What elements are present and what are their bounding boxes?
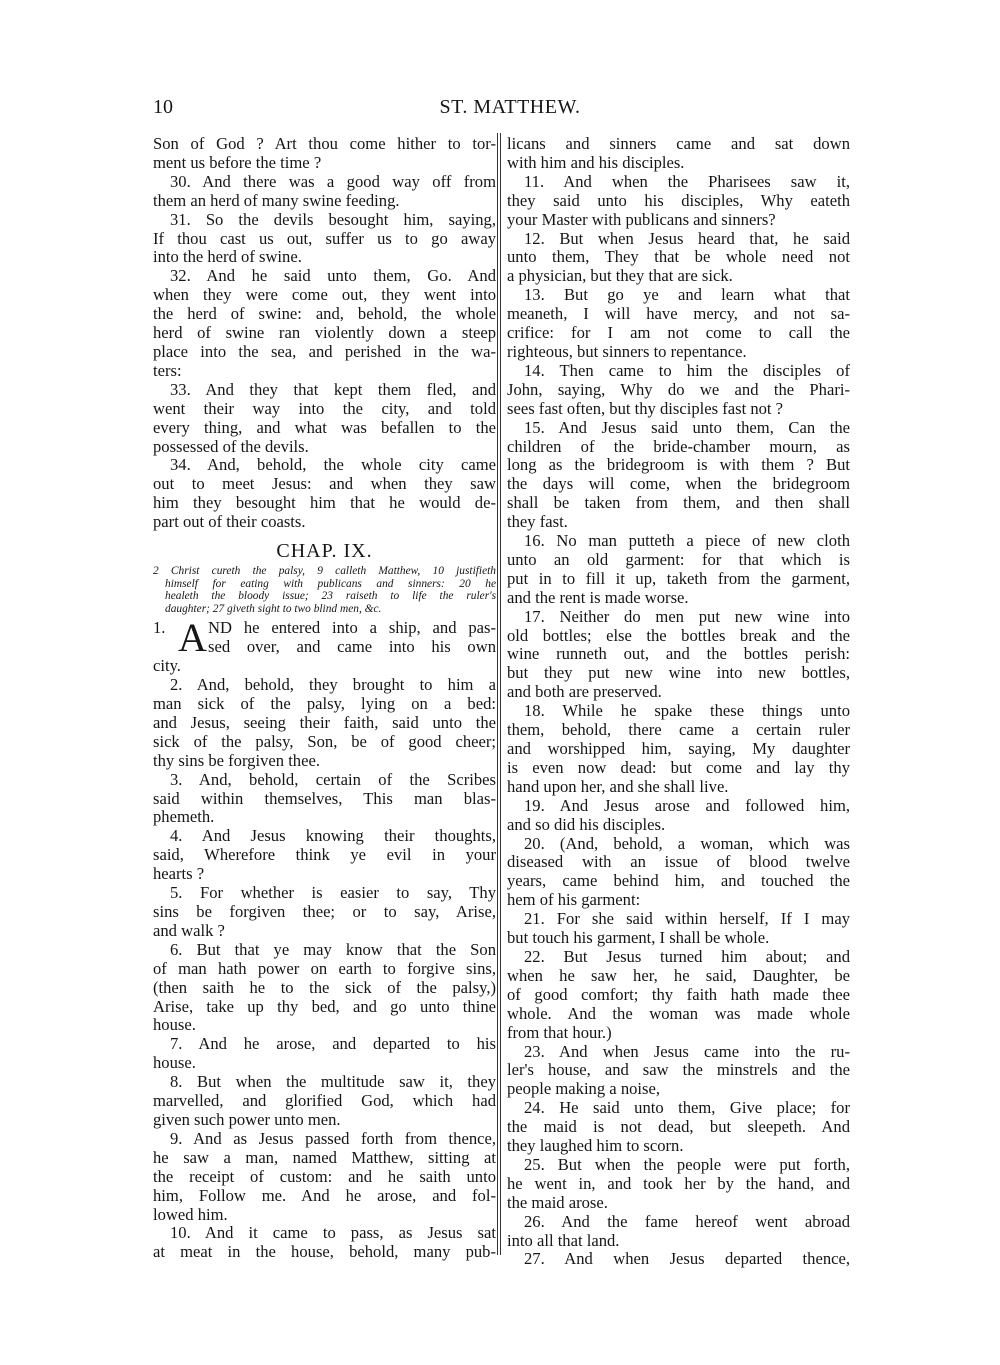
text-line: 15. And Jesus said unto them, Can the (524, 418, 850, 437)
text-line: part out of their coasts. (153, 513, 306, 532)
text-line: 21. For she said within herself, If I may (524, 910, 850, 929)
chapter-heading: CHAP. IX. (276, 540, 373, 563)
text-line: 19. And Jesus arose and followed him, (524, 796, 850, 815)
text-line: phemeth. (153, 808, 215, 827)
text-line: 14. Then came to him the disciples of (524, 361, 850, 380)
text-line: every thing, and what was befallen to the (153, 418, 496, 437)
text-line: with him and his disciples. (507, 153, 685, 172)
column-divider-rule (497, 133, 501, 1255)
drop-cap-letter: A (178, 615, 207, 661)
text-line: 6. But that ye may know that the Son (170, 940, 496, 959)
text-line: people making a noise, (507, 1080, 660, 1099)
running-title: ST. MATTHEW. (439, 96, 581, 118)
text-line: sick of the palsy, Son, be of good cheer; (153, 732, 496, 751)
text-line: 3. And, behold, certain of the Scribes (170, 770, 496, 789)
text-line: them, behold, there came a certain ruler (507, 721, 850, 740)
text-line: they fast. (507, 513, 568, 532)
text-line: and both are preserved. (507, 683, 662, 702)
right-column-verses (507, 135, 850, 1269)
text-line: sees fast often, but thy disciples fast not ? (507, 399, 784, 418)
text-line: unto an old garment: for that which is (507, 550, 850, 569)
text-line: the herd of swine: and, behold, the whole (153, 305, 496, 324)
text-line: the receipt of custom: and he saith unto (153, 1167, 496, 1186)
text-line: lowed him. (153, 1205, 228, 1224)
text-line: and so did his disciples. (507, 815, 666, 834)
text-line: long as the bridegroom is with them ? But (507, 456, 850, 475)
text-line: crifice: for I am not come to call the (507, 324, 850, 343)
text-line: they laughed him to scorn. (507, 1137, 684, 1156)
text-line: diseased with an issue of blood twelve (507, 853, 850, 872)
text-line: the maid arose. (507, 1193, 608, 1212)
chapter-summary-line: healeth the bloody issue; 23 raiseth to life the ruler's (165, 590, 496, 603)
text-line: 9. And as Jesus passed forth from thence, (170, 1129, 496, 1148)
text-line: 4. And Jesus knowing their thoughts, (170, 827, 496, 846)
text-line: they said unto his disciples, Why eateth (507, 191, 850, 210)
text-line: hearts ? (153, 865, 205, 884)
text-line: him, Follow me. And he arose, and fol- (153, 1186, 496, 1205)
text-line: 12. But when Jesus heard that, he said (524, 229, 850, 248)
text-line: but touch his garment, I shall be whole. (507, 929, 770, 948)
text-line: when they were come out, they went into (153, 286, 496, 305)
text-line: 22. But Jesus turned him about; and (524, 947, 850, 966)
text-line: 26. And the fame hereof went abroad (524, 1212, 850, 1231)
text-line: man sick of the palsy, lying on a bed: (153, 695, 496, 714)
text-line: out to meet Jesus: and when they saw (153, 475, 496, 494)
text-line: the days will come, when the bridegroom (507, 475, 850, 494)
text-line: shall be taken from them, and then shall (507, 494, 850, 513)
text-line: wine runneth out, and the bottles perish: (507, 645, 850, 664)
text-line: and worshipped him, saying, My daughter (507, 740, 850, 758)
text-line: your Master with publicans and sinners? (507, 210, 776, 229)
text-line: 23. And when Jesus came into the ru- (524, 1042, 850, 1061)
text-line: he went in, and took her by the hand, and (507, 1174, 850, 1193)
text-line: into the herd of swine. (153, 248, 302, 267)
text-line: 17. Neither do men put new wine into (524, 607, 850, 626)
text-line: 18. While he spake these things unto (524, 702, 850, 721)
text-line: unto them, They that be whole need not (507, 248, 850, 267)
verse-one-number: 1. (153, 618, 166, 638)
text-line: and Jesus, seeing their faith, said unto the (153, 713, 496, 732)
text-line: place into the sea, and perished in the wa- (153, 342, 496, 361)
text-line: 5. For whether is easier to say, Thy (170, 884, 496, 903)
text-line: licans and sinners came and sat down (507, 135, 850, 153)
text-line: at meat in the house, behold, many pub- (153, 1243, 496, 1262)
text-line: ters: (153, 361, 182, 380)
verse-one-line: ND he entered into a ship, and pas- (208, 619, 496, 638)
text-line: possessed of the devils. (153, 437, 309, 456)
text-line: 27. And when Jesus departed thence, (524, 1250, 850, 1269)
text-line: 25. But when the people were put forth, (524, 1155, 850, 1174)
text-line: 8. But when the multitude saw it, they (170, 1073, 496, 1092)
text-line: hand upon her, and she shall live. (507, 777, 729, 796)
text-line: 31. So the devils besought him, saying, (170, 210, 496, 229)
text-line: Arise, take up thy bed, and go unto thine (153, 997, 496, 1016)
text-line: 16. No man putteth a piece of new cloth (524, 532, 850, 551)
text-line: 10. And it came to pass, as Jesus sat (170, 1224, 496, 1243)
text-line: 2. And, behold, they brought to him a (170, 676, 496, 695)
text-line: 20. (And, behold, a woman, which was (524, 834, 850, 853)
text-line: righteous, but sinners to repentance. (507, 342, 747, 361)
text-line: went their way into the city, and told (153, 399, 496, 418)
text-line: sins be forgiven thee; or to say, Arise, (153, 903, 496, 921)
chapter-summary-line: 2 Christ cureth the palsy, 9 calleth Matthew, 10 justifieth (153, 565, 496, 578)
text-line: is even now dead: but come and lay thy (507, 758, 850, 777)
text-line: he saw a man, named Matthew, sitting at (153, 1148, 496, 1167)
text-line: 32. And he said unto them, Go. And (170, 267, 496, 286)
text-line: old bottles; else the bottles break and the (507, 626, 850, 645)
text-line: but they put new wine into new bottles, (507, 664, 850, 683)
right-column (507, 135, 850, 1269)
text-line: of man hath power on earth to forgive sins, (153, 959, 496, 978)
text-line: 11. And when the Pharisees saw it, (524, 172, 850, 191)
left-column-verses-before-chapter (153, 135, 496, 532)
page-number: 10 (153, 96, 173, 118)
text-line: said, Wherefore think ye evil in your (153, 846, 496, 865)
verse-one-line: city. (153, 657, 181, 676)
text-line: thy sins be forgiven thee. (153, 751, 320, 770)
text-line: meaneth, I will have mercy, and not sa- (507, 305, 850, 324)
text-line: If thou cast us out, suffer us to go away (153, 229, 496, 248)
text-line: whole. And the woman was made whole (507, 1004, 850, 1023)
text-line: 33. And they that kept them fled, and (170, 380, 496, 399)
left-column (153, 135, 496, 1262)
text-line: said within themselves, This man blas- (153, 789, 496, 808)
text-line: (then saith he to the sick of the palsy,) (153, 978, 496, 997)
text-line: and walk ? (153, 921, 225, 940)
text-line: John, saying, Why do we and the Phari- (507, 380, 850, 399)
text-line: 34. And, behold, the whole city came (170, 456, 496, 475)
text-line: hem of his garment: (507, 891, 641, 910)
text-line: from that hour.) (507, 1023, 612, 1042)
text-line: put in to fill it up, taketh from the garment, (507, 569, 850, 588)
text-line: marvelled, and glorified God, which had (153, 1092, 496, 1111)
text-line: into all that land. (507, 1231, 620, 1250)
chapter-summary-line: himself for eating with publicans and sinners: 20 he (165, 577, 496, 590)
text-line: and the rent is made worse. (507, 588, 689, 607)
verse-one (153, 615, 496, 676)
text-line: 24. He said unto them, Give place; for (524, 1099, 850, 1118)
text-line: 7. And he arose, and departed to his (170, 1035, 496, 1054)
text-line: herd of swine ran violently down a steep (153, 324, 496, 343)
chapter-summary (153, 565, 496, 615)
text-line: ment us before the time ? (153, 153, 322, 172)
text-line: when he saw her, he said, Daughter, be (507, 966, 850, 985)
text-line: ler's house, and saw the minstrels and the (507, 1061, 850, 1080)
text-line: a physician, but they that are sick. (507, 267, 733, 286)
text-line: them an herd of many swine feeding. (153, 191, 400, 210)
text-line: 13. But go ye and learn what that (524, 286, 850, 305)
text-line: him they besought him that he would de- (153, 494, 496, 513)
text-line: 30. And there was a good way off from (170, 172, 496, 191)
text-line: of good comfort; thy faith hath made thee (507, 985, 850, 1004)
text-line: given such power unto men. (153, 1110, 341, 1129)
text-line: house. (153, 1054, 196, 1073)
left-column-verses-after-chapter (153, 676, 496, 1262)
text-line: Son of God ? Art thou come hither to tor- (153, 135, 496, 153)
text-line: children of the bride-chamber mourn, as (507, 437, 850, 456)
chapter-summary-line: daughter; 27 giveth sight to two blind men, &c. (165, 602, 382, 615)
text-line: years, came behind him, and touched the (507, 872, 850, 891)
text-line: the maid is not dead, but sleepeth. And (507, 1118, 850, 1137)
text-line: house. (153, 1016, 196, 1035)
verse-one-line: sed over, and came into his own (208, 638, 496, 657)
